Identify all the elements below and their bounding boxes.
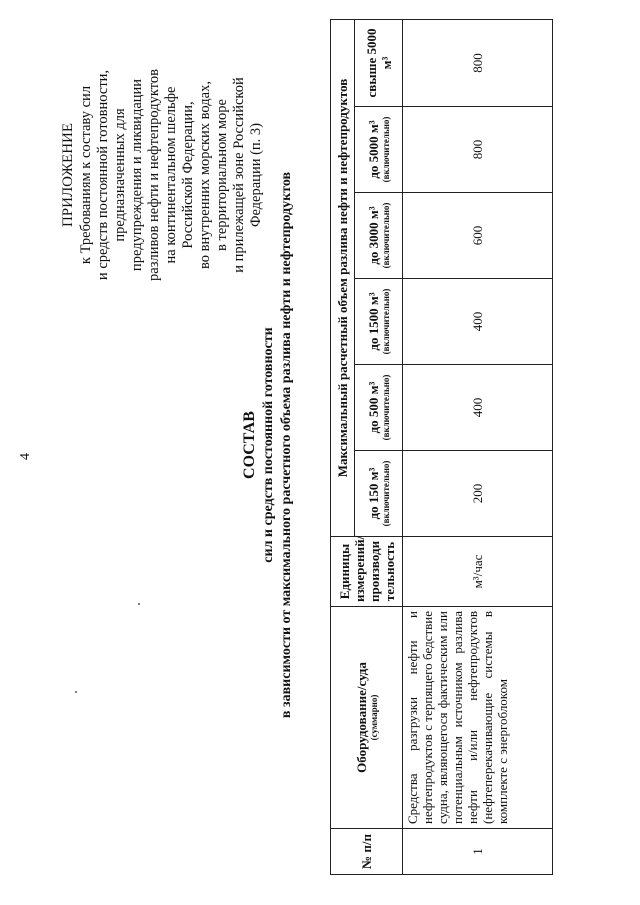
header-volume: до 5000 м³ (включительно) [355, 107, 403, 193]
title-line-3: в зависимости от максимального расчетного объема разлива нефти и нефтепродуктов [279, 171, 294, 719]
appendix-line: на континентальном шельфе [163, 86, 179, 264]
cell-unit: м³/час [403, 537, 553, 607]
header-units: Единицы измерений/ производи тельность [331, 537, 403, 607]
appendix-heading: ПРИЛОЖЕНИЕ [60, 122, 76, 228]
scan-speck [138, 603, 140, 605]
header-volume: свыше 5000 м³ [355, 19, 403, 106]
cell-value: 200 [403, 451, 553, 537]
header-equipment-sub: (суммарно) [368, 694, 379, 741]
appendix-line: Федерации (п. 3) [248, 122, 264, 228]
appendix-line: и прилежащей зоне Российской [231, 77, 247, 273]
header-volume: до 150 м³ (включительно) [355, 451, 403, 537]
cell-value: 400 [403, 279, 553, 365]
cell-value: 600 [403, 193, 553, 279]
appendix-line: и средств постоянной готовности, [95, 69, 111, 281]
header-equipment-label: Оборудование/суда [353, 662, 369, 773]
cell-value: 800 [403, 107, 553, 193]
document-title [240, 135, 296, 755]
title-line-2: сил и средств постоянной готовности [261, 327, 276, 563]
appendix-line: предназначенных для [112, 108, 128, 242]
appendix-line: во внутренних морских водах, [197, 81, 213, 269]
header-num: № п/п [331, 829, 403, 875]
forces-table [330, 19, 553, 875]
cell-value: 400 [403, 365, 553, 451]
appendix-note [60, 25, 265, 325]
title-main: СОСТАВ [241, 411, 258, 479]
header-volume: до 3000 м³ (включительно) [355, 193, 403, 279]
appendix-line: к Требованиям к составу сил [78, 85, 94, 265]
appendix-line: предупреждения и ликвидации [129, 78, 145, 272]
cell-value: 800 [403, 19, 553, 106]
header-volume: до 500 м³ (включительно) [355, 365, 403, 451]
page-number: 4 [18, 453, 33, 460]
header-equipment [331, 607, 403, 829]
cell-description: Средства разгрузки нефти и нефтепродуктов с терпящего бедствие судна, являющегося фактическим или потенциальным источником разлива нефти и/или нефтепродуктов (нефтеперекачивающие системы в комплекте с энергоблоком [403, 607, 553, 829]
header-volume-group: Максимальный расчетный объем разлива нефти и нефтепродуктов [331, 19, 355, 536]
appendix-line: в территориальном море [214, 99, 230, 251]
header-volume: до 1500 м³ (включительно) [355, 279, 403, 365]
appendix-line: Российской Федерации, [180, 101, 196, 249]
cell-num: 1 [403, 829, 553, 875]
appendix-line: разливов нефти и нефтепродуктов [146, 69, 162, 281]
scan-speck [75, 691, 77, 693]
table-row [403, 19, 553, 874]
